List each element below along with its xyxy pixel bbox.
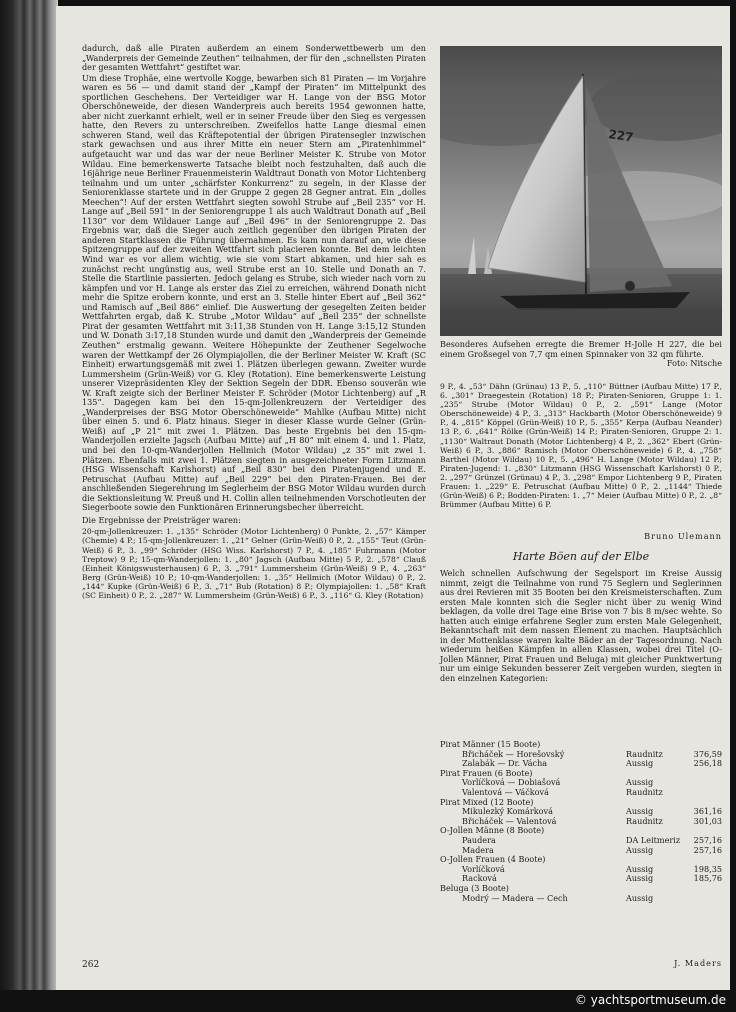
score: 257,16 xyxy=(693,834,722,845)
crew-name: Modrý — Madera — Cech xyxy=(462,892,568,903)
results-paragraph: 20-qm-Jollenkreuzer: 1. „135“ Schröder (Motor Lichtenberg) 0 Punkte, 2. „57“ Kämper (Chemie) 4 P.; 15-qm-Jollenkreuzer: 1. „21“ Gelner (Grün-Weiß) 0 P., 2. „155“ Teut (Grün-Weiß) 6 P., 3. „99“ Schröder (HSG Wiss. Karlshorst) 7 P., 4. „185“ Fuhrmann (Motor Treptow) 9 P.; 15-qm-Wanderjollen: 1. „80“ Jagsch (Aufbau Mitte) 5 P., 2. „578“ Clauß (Einheit Königswusterhausen) 6 P., 3. „791“ Lummersheim (Grün-Weiß) 9 P., 4. „263“ Berg (Grün-Weiß) 10 P.; 10-qm-Wanderjollen: 1. „35“ Hellmich (Motor Wildau) 0 P., 2. „144“ Kupke (Grün-Weiß) 6 P., 3. „71“ Bub (Rotation) 8 P.; Olympiajollen: 1. „58“ Kraft (SC Einheit) 0 P., 2. „287“ W. Lummersheim (Grün-Weiß) 6 P., 3. „116“ G. Kley (Rotation) xyxy=(82,527,426,600)
score: 301,03 xyxy=(693,815,722,826)
signature: Bruno Ulemann xyxy=(644,531,722,541)
elbe-article xyxy=(440,569,722,684)
watermark: © yachtsportmuseum.de xyxy=(574,993,726,1007)
left-column xyxy=(82,44,426,600)
article-heading: Harte Böen auf der Elbe xyxy=(512,550,650,563)
club-place: Aussig xyxy=(626,863,654,874)
crew-name: Zalabák — Dr. Vácha xyxy=(462,758,548,769)
score: 185,76 xyxy=(693,873,722,884)
crew-name: Paudera xyxy=(462,834,496,845)
crew-name: Vorlíčková xyxy=(462,863,505,874)
club-place: Aussig xyxy=(626,758,654,769)
page-number: 262 xyxy=(82,960,100,970)
caption-text: Besonderes Aufsehen erregte die Bremer H-Jolle H 227, die bei einem Großsegel von 7,7 qm einen Spinnaker von 32 qm führte. xyxy=(440,339,722,359)
photo-credit: Foto: Nitsche xyxy=(666,358,722,369)
category-label: Pirat Mixed (12 Boote) xyxy=(440,796,534,807)
book-spine xyxy=(0,0,58,1012)
sailboat-image xyxy=(440,46,722,336)
crew-name: Mikulezký Komárková xyxy=(462,806,553,817)
results-continued xyxy=(440,382,722,509)
results-table xyxy=(440,740,722,903)
club-place: DA Leitmeriz xyxy=(626,834,681,845)
score: 257,16 xyxy=(693,844,722,855)
score: 376,59 xyxy=(693,748,722,759)
crew-name: Vorlíčková — Dobiašová xyxy=(462,777,561,788)
category-label: Pirat Männer (15 Boote) xyxy=(440,739,541,749)
club-place: Aussig xyxy=(626,873,654,884)
category-label: O-Jollen Männe (8 Boote) xyxy=(440,825,545,836)
sailboat-photo xyxy=(440,46,722,336)
table-row xyxy=(440,894,722,904)
club-place: Aussig xyxy=(626,806,654,817)
intro-paragraph: dadurch, daß alle Piraten außerdem an einem Sonderwettbewerb um den „Wanderpreis der Gemeinde Zeuthen“ teilnahmen, der für den „schnellsten Piraten der gesamten Wettfahrt“ gestiftet war. xyxy=(82,43,426,73)
club-place: Raudnitz xyxy=(626,748,663,759)
score: 198,35 xyxy=(693,863,722,874)
author: J. Maders xyxy=(674,958,722,968)
club-place: Aussig xyxy=(626,777,654,788)
category-label: Beluga (3 Boote) xyxy=(440,882,509,893)
crew-name: Břicháček — Horešovský xyxy=(462,748,565,759)
results-continued-text: 9 P., 4. „53“ Dähn (Grünau) 13 P., 5. „110“ Büttner (Aufbau Mitte) 17 P., 6. „301“ Draegestein (Rotation) 18 P.; Piraten-Senioren, Gruppe 1: 1. „235“ Strube (Motor Wildau) 0 P., 2. „591“ Lange (Motor Oberschöneweide) 4 P., 3. „313“ Hackbarth (Motor Oberschöneweide) 9 P., 4. „815“ Köppel (Grün-Weiß) 10 P., 5. „355“ Kerpa (Aufbau Neander) 13 P., 6. „641“ Rölke (Grün-Weiß) 14 P.; Piraten-Senioren, Gruppe 2: 1. „1130“ Waltraut Donath (Motor Lichtenberg) 4 P., 2. „362“ Ebert (Grün-Weiß) 6 P., 3. „886“ Ramisch (Motor Oberschöneweide) 6 P., 4. „758“ Barthel (Motor Wildau) 10 P., 5. „496“ H. Lange (Motor Wildau) 12 P.; Piraten-Jugend: 1. „830“ Litzmann (HSG Wissenschaft Karlshorst) 0 P., 2. „297“ Grünzel (Grünau) 4 P., 3. „298“ Empor Lichtenberg 9 P., Piraten Frauen: 1. „229“ E. Petruschat (Aufbau Mitte) 0 P., 2. „1144“ Thiede (Grün-Weiß) 6 P.; Bodden-Piraten: 1. „7“ Meier (Aufbau Mitte) 0 P., 2. „8“ Brümmer (Aufbau Mitte) 6 P. xyxy=(440,382,722,510)
crew-name: Racková xyxy=(462,873,497,884)
category-label: Pirat Frauen (6 Boote) xyxy=(440,767,533,778)
crew-name: Valentová — Váčková xyxy=(462,786,549,797)
club-place: Aussig xyxy=(626,844,654,855)
elbe-article-text: Welch schnellen Aufschwung der Segelsport im Kreise Aussig nimmt, zeigt die Teilnahme von rund 75 Seglern und Seglerinnen aus drei Revieren mit 35 Booten bei den Kreismeisterschaften. Zum ersten Male konnten sich die Segler nicht über zu wenig Wind beklagen, da volle drei Tage eine Brise von 7 bis 8 m/sec wehte. So hatten auch einige erfahrene Segler zum ersten Male Gelegenheit, Bekanntschaft mit dem nassen Element zu machen. Hauptsächlich in der Mottenklasse waren kalte Bäder an der Tagesordnung. Nach wiederum heißen Kämpfen in allen Klassen, wobei drei Titel (O-Jollen Männer, Pirat Frauen und Beluga) mit gleicher Punktwertung nur um einige Sekunden besserer Zeit vergeben wurden, siegten in den einzelnen Kategorien: xyxy=(440,568,722,684)
club-place: Aussig xyxy=(626,892,654,903)
photo-caption xyxy=(440,340,722,369)
category-label: O-Jollen Frauen (4 Boote) xyxy=(440,854,546,865)
crew-name: Břicháček — Valentová xyxy=(462,815,557,826)
results-intro: Die Ergebnisse der Preisträger waren: xyxy=(82,514,241,525)
main-paragraph: Um diese Trophäe, eine wertvolle Kogge, bewarben sich 81 Piraten — im Vorjahre waren es 56 — und damit stand der „Kampf der Piraten“ im Mittelpunkt des sportlichen Geschehens. Der Verteidiger war H. Lange von der BSG Motor Oberschöneweide, der diesen Wanderpreis auch bereits 1954 gewonnen hatte, aber nicht zuerkannt erhielt, weil er in seiner Freude über den Sieg es vergessen hatte, den Revers zu unterschreiben. Zweifellos hatte Lange diesmal einen schweren Stand, weil das Kräftepotential der übrigen Piratensegler inzwischen stark gewachsen und aus ihrer Mitte ein neuer Stern am „Piratenhimmel“ aufgetaucht war und das war der neue Berliner Meister K. Strube von Motor Wildau. Eine bemerkenswerte Tatsache bleibt noch festzuhalten, daß auch die 16jährige neue Berliner Frauenmeisterin Waldtraut Donath von Motor Lichtenberg teilnahm und um unter „schärfster Konkurrenz“ zu segeln, in der Klasse der Seniorenklasse startete und in der Gruppe 2 gegen 28 Gegner antrat. Ein „dolles Meechen“! Auf der ersten Wettfahrt siegten sowohl Strube auf „Beil 235“ vor H. Lange auf „Beil 591“ in der Seniorengruppe 1 als auch Waldtraut Donath auf „Beil 1130“ vor dem Wildauer Lange auf „Beil 496“ in der Seniorengruppe 2. Das Ergebnis war, daß die Sieger auch zeitlich gegenüber den übrigen Piraten der anderen Startklassen die Führung übernahmen. Es kam nun darauf an, wie diese Spitzengruppe auf der zweiten Wettfahrt sich placieren konnte. Bei dem leichten Wind war es vor allem wichtig, wie sie vom Start abkamen, und hier sah es zunächst recht ungünstig aus, weil Strube erst an 10. Stelle und Donath an 7. Stelle die Startlinie passierten. Jedoch gelang es Strube, sich wieder nach vorn zu kämpfen und vor H. Lange als erster das Ziel zu erreichen, während Donath nicht mehr die Spitze erobern konnte, und erst an 3. Stelle hinter Ebert auf „Beil 362“ und Ramisch auf „Beil 886“ einlief. Die Auswertung der gesegelten Zeiten beider Wettfahrten ergab, daß K. Strube „Motor Wildau“ auf „Beil 235“ der schnellste Pirat der gesamten Wettfahrt mit 3:11,38 Stunden von H. Lange 3:15,12 Stunden und W. Donath 3:17,18 Stunden wurde und damit den „Wanderpreis der Gemeinde Zeuthen“ erstmalig gewann. Weitere Höhepunkte der Zeuthener Segelwoche waren der Wettkampf der 26 Olympiajollen, die der Berliner Meister W. Kraft (SC Einheit) erwartungsgemäß mit zwei 1. Plätzen überlegen gewann. Zweiter wurde Lummersheim (Grün-Weiß) vor G. Kley (Rotation). Eine bemerkenswerte Leistung unserer Vizepräsidenten Kley der Sektion Segeln der DDR. Ebenso souverän wie W. Kraft zeigte sich der Berliner Meister F. Schröder (Motor Lichtenberg) auf „R 135“. Dagegen kam bei den 15-qm-Jollenkreuzern der Verteidiger des „Wanderpreises der BSG Motor Oberschöneweide“ Mahlke (Aufbau Mitte) nicht über einen 5. und 6. Platz hinaus. Sieger in dieser Klasse wurde Gelner (Grün-Weiß) auf „P 21“ mit zwei 1. Plätzen. Das beste Ergebnis bei den 15-qm-Wanderjollen erzielte Jagsch (Aufbau Mitte) auf „H 80“ mit einem 4. und 1. Platz, und bei den 10-qm-Wanderjollen Hellmich (Motor Wildau) „z 35“ mit zwei 1. Plätzen. Ebenfalls mit zwei 1. Plätzen siegten in ausgezeichneter Form Litzmann (HSG Wissenschaft Karlshorst) auf „Beil 830“ bei den Piratenjugend und E. Petruschat (Aufbau Mitte) auf „Beil 229“ bei den Piraten-Frauen. Bei der anschließenden Siegerehrung im Seglerheim der BSG Motor Wildau wurden durch die Sektionsleitung W. Preuß und H. Collin allen teilnehmenden Vorschotleuten der Siegerboote sowie den Funktionären Erinnerungsbecher überreicht. xyxy=(82,72,426,513)
sail-number: 227 xyxy=(607,127,635,145)
crew-name: Madera xyxy=(462,844,494,855)
score: 361,16 xyxy=(693,806,722,817)
score: 256,18 xyxy=(693,758,722,769)
club-place: Raudnitz xyxy=(626,786,663,797)
club-place: Raudnitz xyxy=(626,815,663,826)
